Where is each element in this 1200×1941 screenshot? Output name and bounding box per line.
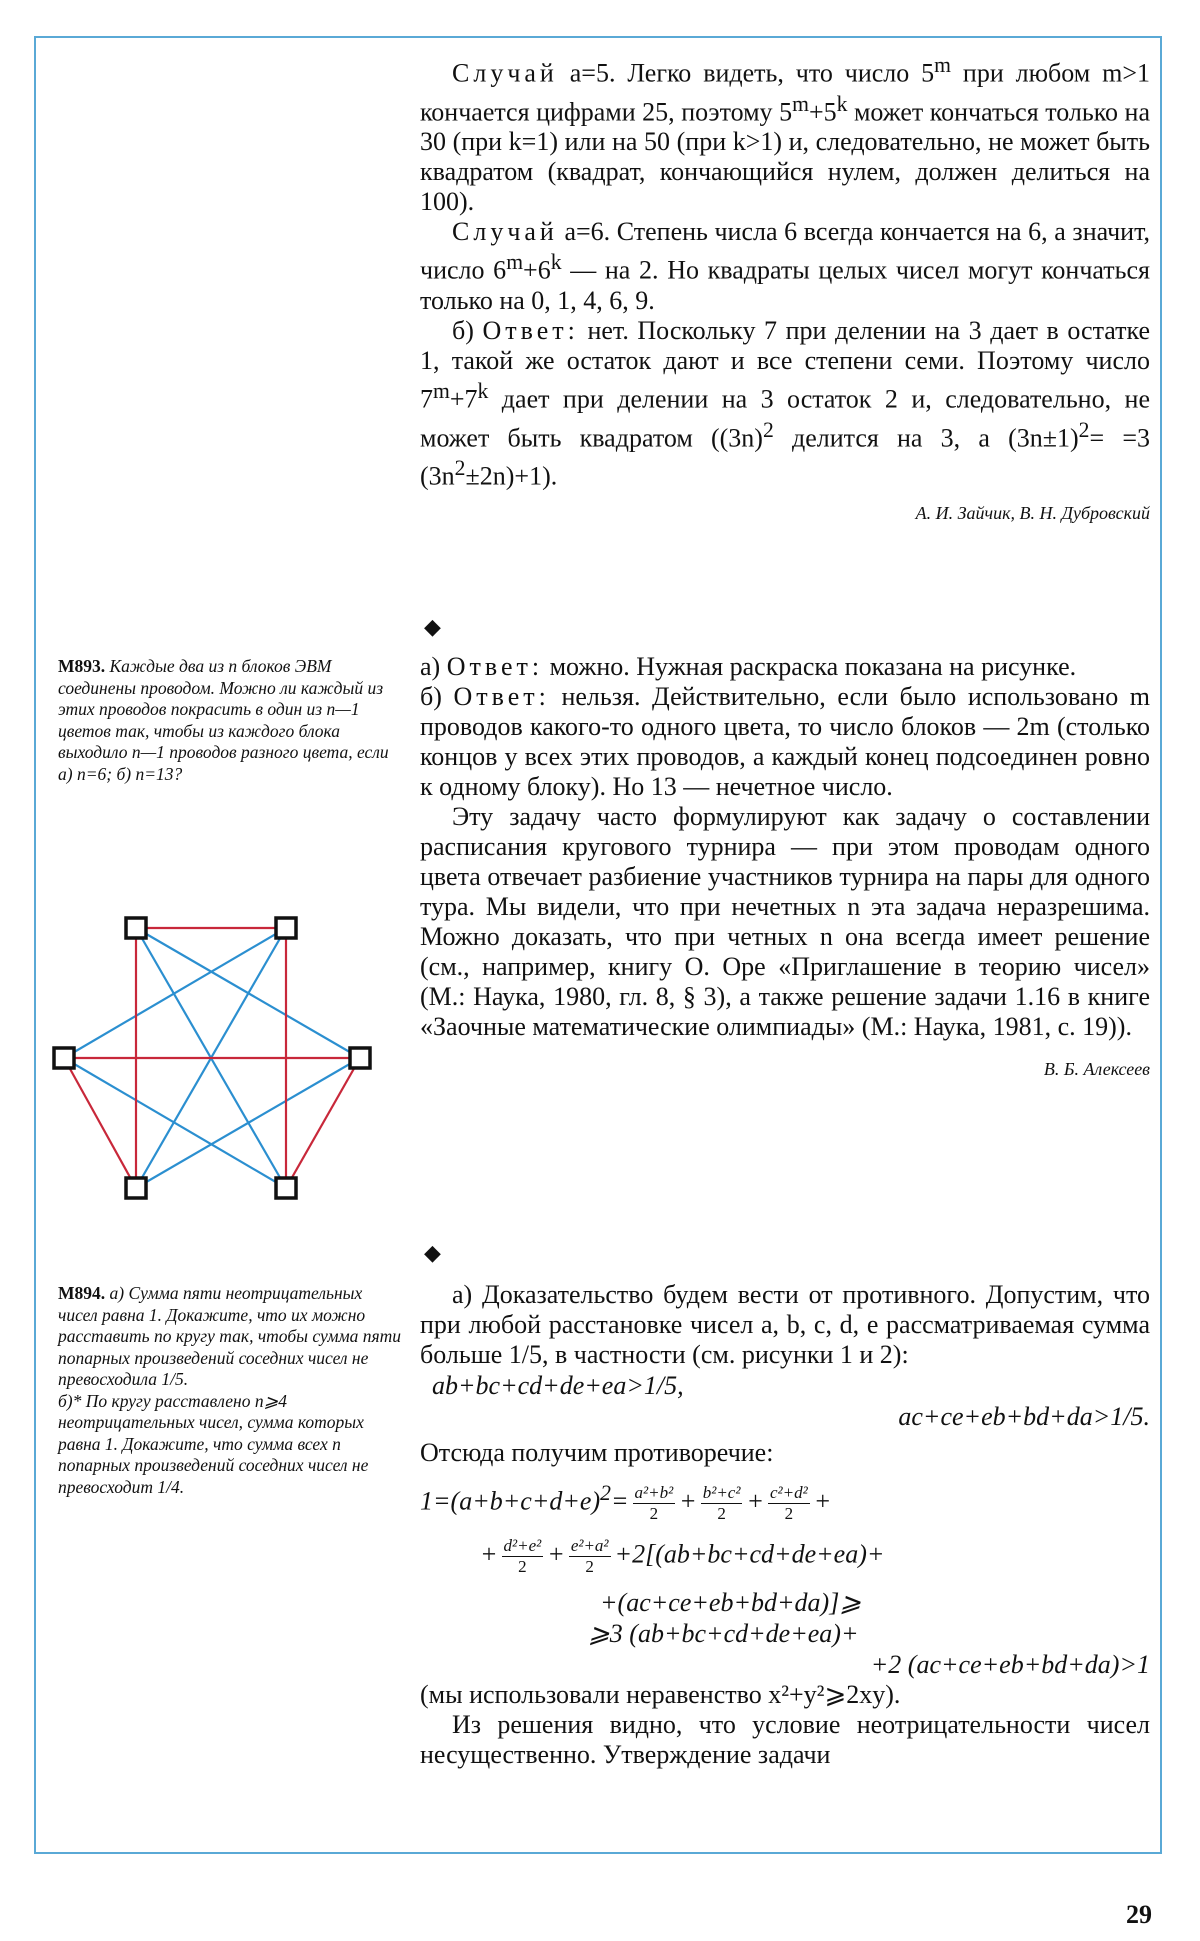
problem-m894: М894. а) Сумма пяти неотрицательных чисел равна 1. Докажите, что их можно расставить по кругу так, чтобы сумма пяти попарных произведений соседних чисел не превосходила 1/5. б)* По кругу расставлено n⩾4 неотрицательных чисел, сумма которых равна 1. Докажите, что сумма всех n попарных произведений соседних чисел не превосходит 1/4. — [58, 1283, 402, 1497]
inequality-1: ab+bc+cd+de+ea>1/5, — [432, 1371, 684, 1400]
case-5-paragraph: Случай a=5. Легко видеть, что число 5$^m$ при любом m>1 кончается цифрами 25, поэтому $5^m+5^k$ может кончаться только на 30 (при k=1) или на 50 (при k>1) и, следовательно, не может быть квадратом (квадрат, кончающийся нулем, должен делиться на 100). — [420, 53, 1150, 217]
page-number: 29 — [1126, 1900, 1152, 1929]
part-b-paragraph: б) Ответ: нет. Поскольку 7 при делении на 3 дает в остатке 1, такой же остаток дают и все степени семи. Поэтому число $7^m+7^k$ дает при делении на 3 остаток 2 и, следовательно, не может быть квадратом ($(3n)^2$ делится на 3, а $(3n\pm 1)^2= =3$ $(3n^2\pm 2n)+1$). — [420, 315, 1151, 491]
wire-red — [286, 1058, 360, 1188]
signature-zaychik-dubrovsky: А. И. Зайчик, В. Н. Дубровский — [915, 502, 1150, 523]
block-node — [126, 918, 146, 938]
wire-blue — [64, 1058, 286, 1188]
formula-line-4: ⩾3 (ab+bc+cd+de+ea)+ — [588, 1619, 859, 1649]
problem-label: М893. — [58, 656, 106, 676]
block-node — [126, 1178, 146, 1198]
section-diamond: ◆ — [424, 1240, 441, 1265]
formula-line-1: $1=(a+b+c+d+e)^2=$ $\frac{\text{a²+b²}}{2}$ + $\frac{\text{b²+c²}}{2}$ + $\frac{\text{c²+d²}}{2}$ + — [420, 1481, 832, 1524]
m893-answer-b: б) Ответ: нельзя. Действительно, если было использовано m проводов какого-то одного цвета, то число блоков — 2m (столько концов у всех этих проводов, а каждый конец подсоединен ровно к одному блоку). Но 13 — нечетное число. — [420, 682, 1151, 801]
problem-m893: М893. Каждые два из n блоков ЭВМ соединены проводом. Можно ли каждый из этих проводов покрасить в один из n—1 цветов так, чтобы из каждого блока выходило n—1 проводов разного цвета, если а) n=6; б) n=13? — [58, 656, 389, 784]
block-node — [276, 918, 296, 938]
block-node — [276, 1178, 296, 1198]
formula-line-5: +2 (ac+ce+eb+bd+da)>1 — [870, 1650, 1150, 1680]
m893-discussion: Эту задачу часто формулируют как задачу о составлении расписания кругового турнира — при этом проводам одного цвета отвечает разбиение участников турнира на пары для одного тура. Мы видели, что при нечетных n эта задача неразрешима. Можно доказать, что при четных n она всегда имеет решение (см., например, книгу О. Оре «Приглашение в теорию чисел» (М.: Наука, 1980, гл. 8, § 3), а также решение задачи 1.16 в книге «Заочные математические олимпиады» (М.: Наука, 1981, с. 19)). — [420, 802, 1150, 1041]
solution-m893 — [420, 652, 1150, 1084]
wire-blue — [136, 1058, 360, 1188]
solution-m894 — [420, 1280, 1150, 1770]
case-6-paragraph: Случай a=6. Степень числа 6 всегда кончается на 6, а значит, число $6^m+6^k$ — на 2. Но квадраты целых чисел могут кончаться только на 0, 1, 4, 6, 9. — [420, 217, 1150, 315]
problem-label: М894. — [58, 1283, 106, 1303]
m893-answer-a: а) Ответ: можно. Нужная раскраска показана на рисунке. — [420, 652, 1077, 681]
wiring-diagram — [44, 900, 384, 1220]
formula-line-3: +(ac+ce+eb+bd+da)]⩾ — [600, 1588, 862, 1618]
contradiction-text: Отсюда получим противоречие: — [420, 1438, 774, 1467]
m894-intro: а) Доказательство будем вести от противного. Допустим, что при любой расстановке чисел a, b, c, d, e рассматриваемая сумма больше 1/5, в частности (см. рисунки 1 и 2): — [420, 1280, 1150, 1369]
inequality-note: (мы использовали неравенство x²+y²⩾2xy). — [420, 1680, 901, 1710]
formula-line-2: + $\frac{\text{d²+e²}}{2}$ + $\frac{\text{e²+a²}}{2}$ +2[(ab+bc+cd+de+ea)+ — [480, 1536, 885, 1577]
m894-conclusion: Из решения видно, что условие неотрицательности чисел несущественно. Утверждение задачи — [420, 1710, 1150, 1770]
wire-red — [64, 1058, 136, 1188]
section-diamond: ◆ — [424, 614, 441, 639]
block-node — [54, 1048, 74, 1068]
block-node — [350, 1048, 370, 1068]
inequality-2: ac+ce+eb+bd+da>1/5. — [898, 1402, 1150, 1431]
wire-blue — [64, 928, 286, 1058]
signature-alekseev: В. Б. Алексеев — [1043, 1059, 1150, 1079]
solution-continuation — [420, 50, 1150, 528]
